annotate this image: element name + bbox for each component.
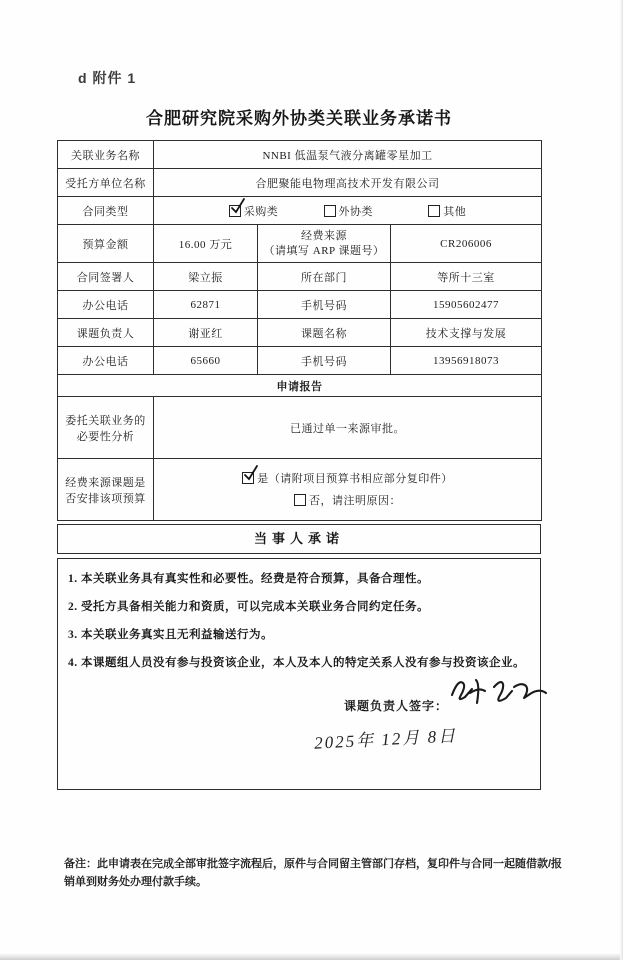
row-budget bbox=[58, 225, 542, 263]
contract-type-option-other[interactable] bbox=[428, 203, 466, 219]
necessity-value: 已通过单一来源审批。 bbox=[154, 397, 542, 459]
page-title: 合肥研究院采购外协类关联业务承诺书 bbox=[146, 109, 452, 128]
signature-date-handwritten: 2025年 12月 8日 bbox=[313, 726, 458, 753]
budget-arrangement-yes[interactable] bbox=[158, 468, 537, 490]
checkbox-checked-icon[interactable] bbox=[229, 205, 241, 217]
party-commitment-header: 当事人承诺 bbox=[57, 524, 541, 554]
scan-edge-artifact bbox=[0, 953, 623, 960]
mobile-value: 15905602477 bbox=[391, 291, 542, 319]
trustee-name-label: 受托方单位名称 bbox=[58, 169, 154, 197]
commitment-statement: 1. 本关联业务具有真实性和必要性。经费是符合预算，具备合理性。 bbox=[68, 573, 429, 585]
commitment-form bbox=[57, 140, 541, 790]
funding-source-label-line2: （请填写 ARP 课题号） bbox=[263, 244, 385, 257]
necessity-label: 委托关联业务的必要性分析 bbox=[58, 397, 154, 459]
row-business-name bbox=[58, 141, 542, 169]
row-contract-signer bbox=[58, 263, 542, 291]
yes-option-label: 是（请附项目预算书相应部分复印件） bbox=[257, 472, 453, 485]
department-label: 所在部门 bbox=[258, 263, 391, 291]
office-phone-value: 62871 bbox=[154, 291, 258, 319]
business-name-label: 关联业务名称 bbox=[58, 141, 154, 169]
funding-source-label-line1: 经费来源 bbox=[301, 229, 347, 242]
row-necessity bbox=[58, 397, 542, 459]
check-mark-icon bbox=[242, 464, 259, 481]
contract-type-label: 合同类型 bbox=[58, 197, 154, 225]
budget-arrangement-choices bbox=[154, 459, 542, 521]
row-office-phone-2 bbox=[58, 347, 542, 375]
department-value: 等所十三室 bbox=[391, 263, 542, 291]
mobile-label: 手机号码 bbox=[258, 291, 391, 319]
budget-arrangement-label: 经费来源课题是否安排该项预算 bbox=[58, 459, 154, 521]
signature-field-label: 课题负责人签字： bbox=[344, 699, 449, 713]
budget-label: 预算金额 bbox=[58, 225, 154, 263]
application-report-header: 申请报告 bbox=[58, 375, 542, 397]
budget-value: 16.00 万元 bbox=[154, 225, 258, 263]
check-mark-icon bbox=[229, 197, 246, 214]
row-contract-type bbox=[58, 197, 542, 225]
contract-type-option-outsourcing[interactable] bbox=[324, 203, 374, 219]
office-phone-label: 办公电话 bbox=[58, 347, 154, 375]
arp-project-number: CR206006 bbox=[391, 225, 542, 263]
project-name-label: 课题名称 bbox=[258, 319, 391, 347]
checkbox-checked-icon[interactable] bbox=[242, 472, 254, 484]
contract-type-option-label: 外协类 bbox=[338, 205, 374, 218]
footnote-remark: 备注：此申请表在完成全部审批签字流程后，原件与合同留主管部门存档，复印件与合同一起随借款/报销单到财务处办理付款手续。 bbox=[64, 858, 563, 888]
no-option-label: 否，请注明原因： bbox=[309, 494, 402, 507]
signer-value: 梁立振 bbox=[154, 263, 258, 291]
row-office-phone-1 bbox=[58, 291, 542, 319]
project-leader-value: 谢亚红 bbox=[154, 319, 258, 347]
trustee-name-value: 合肥聚能电物理高技术开发有限公司 bbox=[154, 169, 542, 197]
form-table bbox=[57, 140, 542, 521]
commitment-statement: 3. 本关联业务真实且无利益输送行为。 bbox=[68, 629, 273, 641]
budget-arrangement-no[interactable] bbox=[158, 490, 537, 512]
contract-type-option-label: 其他 bbox=[443, 205, 467, 218]
contract-type-option-label: 采购类 bbox=[243, 205, 279, 218]
office-phone-value: 65660 bbox=[154, 347, 258, 375]
commitment-statement: 2. 受托方具备相关能力和资质，可以完成本关联业务合同约定任务。 bbox=[68, 601, 429, 613]
row-report-header bbox=[58, 375, 542, 397]
business-name-value: NNBI 低温泵气液分离罐零星加工 bbox=[154, 141, 542, 169]
attachment-label: d 附件 1 bbox=[78, 70, 137, 86]
signer-label: 合同签署人 bbox=[58, 263, 154, 291]
contract-type-options bbox=[154, 197, 542, 225]
mobile-value: 13956918073 bbox=[391, 347, 542, 375]
signature-scribble bbox=[446, 671, 552, 717]
checkbox-unchecked-icon[interactable] bbox=[294, 494, 306, 506]
checkbox-unchecked-icon[interactable] bbox=[324, 205, 336, 217]
row-trustee-name bbox=[58, 169, 542, 197]
row-project-leader bbox=[58, 319, 542, 347]
office-phone-label: 办公电话 bbox=[58, 291, 154, 319]
mobile-label: 手机号码 bbox=[258, 347, 391, 375]
checkbox-unchecked-icon[interactable] bbox=[428, 205, 440, 217]
project-name-value: 技术支撑与发展 bbox=[391, 319, 542, 347]
project-leader-label: 课题负责人 bbox=[58, 319, 154, 347]
commitment-statements-box bbox=[57, 558, 541, 790]
contract-type-option-purchase[interactable] bbox=[229, 203, 279, 219]
commitment-statement: 4. 本课题组人员没有参与投资该企业，本人及本人的特定关系人没有参与投资该企业。 bbox=[68, 657, 525, 669]
row-budget-arrangement bbox=[58, 459, 542, 521]
funding-source-label bbox=[258, 225, 391, 263]
